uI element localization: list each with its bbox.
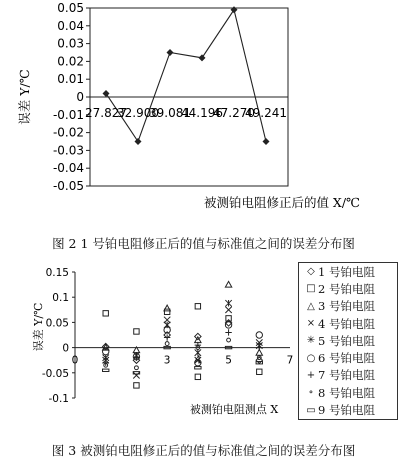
y-tick-label: 0.04 [57, 18, 84, 33]
y-tick-label: 0.15 [45, 267, 69, 279]
data-point-series-2 [134, 329, 139, 334]
legend-item [299, 332, 397, 349]
x-axis-label: 被测铂电阻修正后的值 X/℃ [203, 195, 361, 210]
y-tick-label: 0.01 [57, 72, 84, 87]
legend-label: 4 号铂电阻 [318, 316, 375, 331]
legend-label: 3 号铂电阻 [318, 299, 375, 314]
y-tick-label: 0.02 [57, 54, 84, 69]
legend-marker-x-icon: × [306, 318, 316, 330]
y-tick-label: -0.05 [52, 179, 84, 193]
legend-label: 5 号铂电阻 [318, 333, 375, 348]
x-axis-label: 被测铂电阻测点 X [189, 403, 279, 416]
data-point-series-9 [195, 367, 201, 369]
data-point-series-6 [256, 332, 262, 338]
y-tick-label: -0.1 [48, 393, 69, 405]
legend-item [299, 384, 397, 401]
legend-item [299, 401, 397, 418]
data-point-series-4 [225, 307, 231, 313]
y-tick-label: -0.03 [52, 143, 84, 158]
y-tick-label: 0 [76, 90, 84, 104]
legend-marker-dash-icon: ▭ [306, 404, 316, 416]
x-tick-label: 44.196 [181, 106, 223, 120]
x-tick-label: 27.827 [85, 106, 127, 120]
x-tick-label: 3 [163, 354, 171, 367]
legend-item [299, 298, 397, 315]
legend-marker-small-circle-icon: ∘ [308, 387, 314, 399]
legend-label: 2 号铂电阻 [318, 281, 375, 296]
y-tick-label: -0.04 [52, 161, 84, 176]
y-tick-label: 0.05 [45, 317, 69, 330]
legend-marker-plus-icon: + [306, 369, 316, 381]
data-point-series-9 [103, 369, 109, 371]
y-tick-label: -0.01 [52, 107, 84, 122]
legend-label: 7 号铂电阻 [318, 368, 375, 383]
legend-marker-diamond-icon: ◇ [307, 266, 315, 278]
legend-label: 1 号铂电阻 [318, 264, 375, 279]
legend-item [299, 367, 397, 384]
legend [298, 262, 398, 420]
figure3-caption: 图 3 被测铂电阻修正后的值与标准值之间的误差分布图 [51, 443, 356, 458]
data-point-series-5 [195, 349, 201, 355]
data-point-series-8 [165, 342, 169, 346]
data-point-series-2 [134, 383, 139, 388]
data-point-series-7 [225, 329, 231, 335]
data-point-series-8 [227, 338, 231, 342]
x-tick-label: 47.270 [213, 106, 255, 120]
data-point-series-2 [195, 304, 200, 309]
y-axis-label: 误差 Y/℃ [17, 69, 32, 125]
data-point-series-4 [133, 372, 139, 378]
legend-marker-triangle-icon: △ [307, 300, 315, 312]
x-tick-label: 5 [225, 354, 232, 367]
data-point-series-5 [225, 300, 231, 306]
y-tick-label: -0.05 [41, 367, 69, 380]
legend-label: 9 号铂电阻 [318, 403, 375, 418]
x-tick-label: 0 [71, 354, 79, 367]
legend-marker-square-icon: □ [306, 283, 316, 295]
legend-marker-circle-icon: ○ [306, 352, 316, 364]
data-point-series-2 [164, 309, 169, 314]
figure2-caption: 图 2 1 号铂电阻修正后的值与标准值之间的误差分布图 [52, 236, 355, 251]
data-point-series-6 [225, 322, 231, 328]
legend-label: 6 号铂电阻 [318, 351, 375, 366]
data-point-series-3 [225, 281, 231, 287]
y-tick-label: 0.03 [57, 36, 84, 51]
data-point-series-2 [195, 374, 200, 379]
legend-label: 8 号铂电阻 [318, 385, 375, 400]
x-tick-label: 7 [286, 354, 294, 367]
x-tick-label: 4 [194, 354, 202, 367]
y-tick-label: -0.02 [52, 125, 84, 140]
legend-item [299, 349, 397, 366]
legend-item [299, 280, 397, 297]
data-point-series-3 [164, 305, 170, 311]
x-tick-label: 32.900 [117, 106, 159, 120]
x-tick-label: 39.081 [149, 106, 191, 120]
data-point-series-2 [103, 311, 108, 316]
legend-item [299, 315, 397, 332]
data-point-series-8 [135, 366, 139, 370]
legend-item [299, 263, 397, 280]
data-point-series-2 [257, 369, 262, 374]
legend-marker-star-icon: ✳ [306, 335, 316, 347]
y-tick-label: 0 [62, 342, 69, 355]
y-tick-label: 0.1 [52, 292, 69, 305]
y-axis-label: 误差 Y/℃ [32, 302, 45, 352]
x-tick-label: 49.241 [245, 106, 287, 120]
y-tick-label: 0.05 [57, 1, 84, 15]
